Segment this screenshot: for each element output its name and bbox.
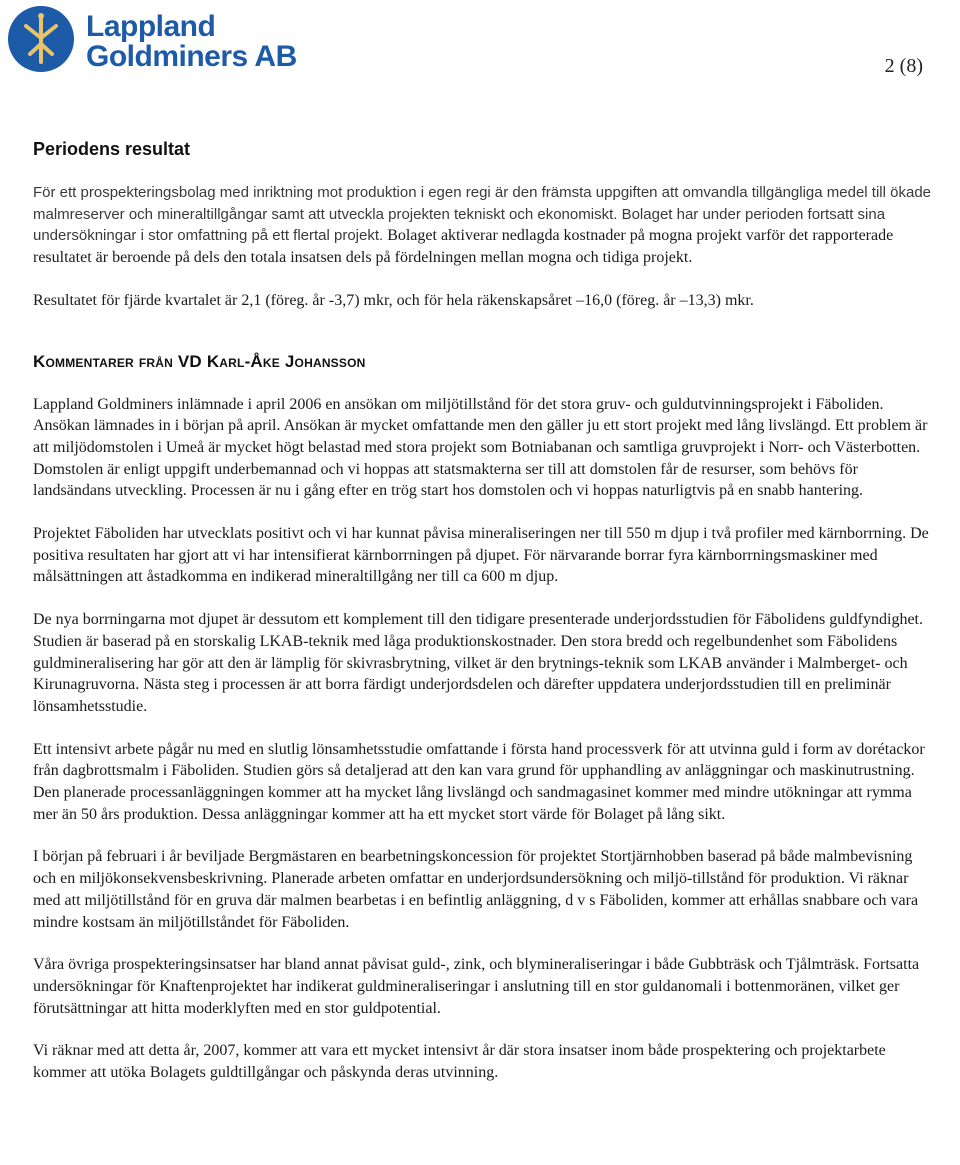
paragraph-ceo-3: De nya borrningarna mot djupet är dessutom ett komplement till den tidigare presenterade underjordsstudien för Fäbolidens guldfyndighet. Studien är baserad på en storskalig LKAB-teknik med låga produktionskostnader. Den stora bredd och regelbundenhet som Fäbolidens guldmineralisering har gör att den är lämplig för skivrasbrytning, vilket är den brytnings-teknik som LKAB använder i Malmberget- och Kirunagruvorna. Nästa steg i processen är att borra färdigt underjordsdelen och därefter uppdatera underjordsstudien till en preliminär lönsamhetsstudie. [33, 611, 923, 715]
section-heading-periodens-resultat: Periodens resultat [33, 139, 191, 159]
page-header [0, 0, 960, 90]
paragraph-ceo-2: Projektet Fäboliden har utvecklats positivt och vi har kunnat påvisa mineraliseringen ner till 550 m djup i två profiler med kärnborrning. De positiva resultaten har gjort att vi har intensifierat kärnborrningen på djupet. För närvarande borrar fyra kärnborrningsmaskiner med målsättningen att åstadkomma en indikerad mineraltillgång ner till ca 600 m djup. [33, 525, 929, 586]
document-body [33, 139, 933, 1084]
logo-emblem-icon [6, 4, 76, 74]
page-number: 2 (8) [884, 55, 923, 77]
paragraph-ceo-7: Vi räknar med att detta år, 2007, kommer att vara ett mycket intensivt år där stora insatser inom både prospektering och projektarbete kommer att utöka Bolagets guldtillgångar och påskynda deras utvinning. [33, 1042, 886, 1082]
paragraph-results-intro [33, 182, 933, 269]
section-heading-ceo-comments: Kommentarer från VD Karl-Åke Johansson [33, 351, 366, 371]
paragraph-results-intro-part2: Bolaget aktiverar nedlagda kostnader på mogna projekt varför det rapporterade resultatet är beroende på dels den totala insatsen dels på fördelningen mellan mogna och tidiga projekt. [33, 227, 894, 267]
paragraph-results-intro-part1: För ett prospekteringsbolag med inriktning mot produktion i egen regi är den främsta uppgiften att omvandla tillgängliga medel till ökade malmreserver och mineraltillgångar samt att utveckla projekten tekniskt och ekonomiskt. Bolaget har under perioden fortsatt sina undersökningar i stor omfattning på ett flertal projekt. [33, 184, 932, 245]
paragraph-ceo-1: Lappland Goldminers inlämnade i april 2006 en ansökan om miljötillstånd för det stora gruv- och guldutvinningsprojekt i Fäboliden. Ansökan lämnades in i början på april. Ansökan är mycket omfattande men den gäller ju ett stort projekt med lång livslängd. Ett problem är att miljödomstolen i Umeå är mycket högt belastad med stora projekt som Botniabanan och samtliga gruvprojekt i Norr- och Västerbotten. Domstolen är enligt uppgift underbemannad och vi hoppas att statsmakterna ser till att domstolen får de resurser, som behövs för landsändans utveckling. Processen är nu i gång efter en trög start hos domstolen och vi hoppas naturligtvis på en snabb hantering. [33, 395, 928, 500]
logo-wordmark-line1: Lappland [86, 10, 216, 43]
paragraph-quarter-result: Resultatet för fjärde kvartalet är 2,1 (föreg. år -3,7) mkr, och för hela räkenskapsåret –16,0 (föreg. år –13,3) mkr. [33, 291, 754, 309]
logo-wordmark-line2: Goldminers AB [86, 40, 297, 73]
paragraph-ceo-5: I början på februari i år beviljade Bergmästaren en bearbetningskoncession för projektet Stortjärnhobben baserad på både malmbevisning och en miljökonsekvensbeskrivning. Planerade arbeten omfattar en underjordsundersökning och miljö-tillstånd för produktion. Vi räknar med att miljötillstånd för en gruva där malmen bearbetas i en befintlig anläggning, d v s Fäboliden, kommer att erhållas snabbare och vara mindre kostsam än miljötillståndet för Fäboliden. [33, 848, 919, 931]
paragraph-ceo-6: Våra övriga prospekteringsinsatser har bland annat påvisat guld-, zink, och blymineraliseringar i både Gubbträsk och Tjålmträsk. Fortsatta undersökningar för Knaftenprojektet har indikerat guldmineraliseringar i anslutning till en stor guldanomali i bottenmoränen, vilket ger förutsättningar att hitta moderklyften med en stor guldpotential. [33, 956, 920, 1017]
company-logo [6, 4, 296, 76]
paragraph-ceo-4: Ett intensivt arbete pågår nu med en slutlig lönsamhetsstudie omfattande i första hand processverk för att utvinna guld i form av dorétackor från dagbrottsmalm i Fäboliden. Studien görs så detaljerad att den kan vara grund för upphandling av anläggningar och maskinutrustning. Den planerade processanläggningen kommer att ha mycket lång livslängd och sandmagasinet kommer med mindre utökningar att rymma mer än 50 års produktion. Dessa anläggningar kommer att ha ett mycket stort värde för Bolaget på lång sikt. [33, 740, 925, 823]
